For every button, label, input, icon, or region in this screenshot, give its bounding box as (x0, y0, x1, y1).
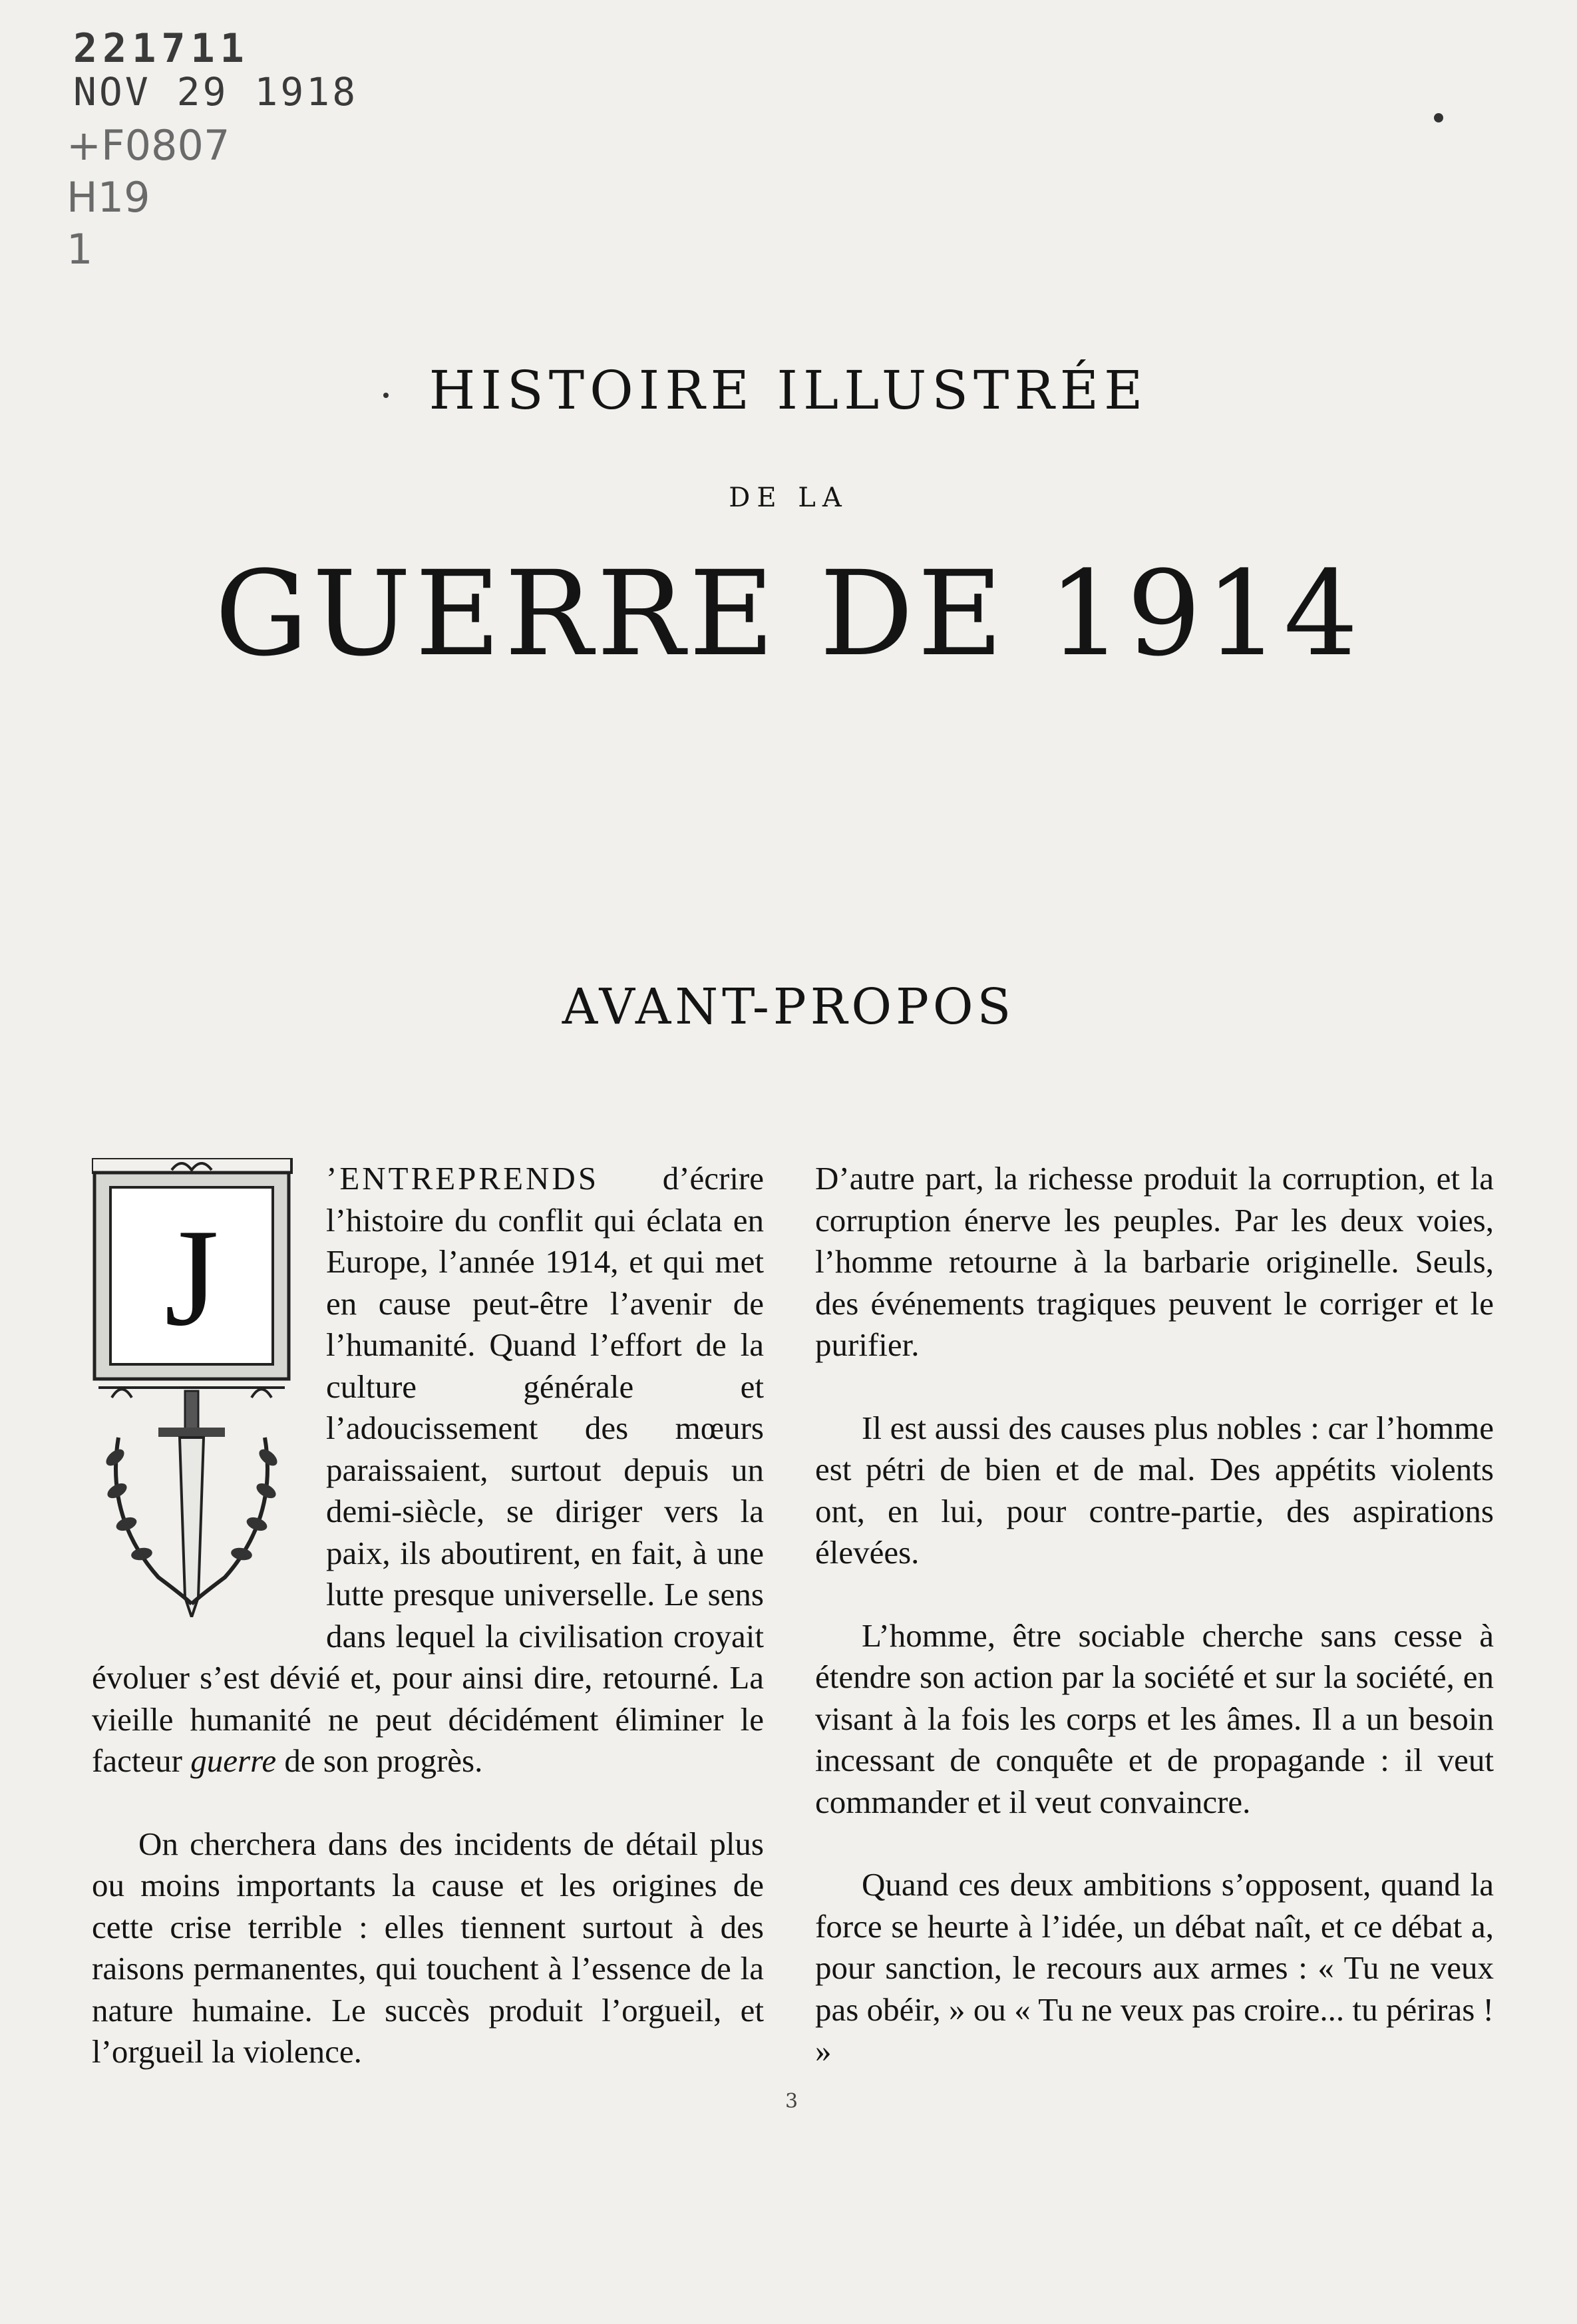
main-title: GUERRE DE 1914 (214, 546, 1363, 682)
paragraph-right-4: Quand ces deux ambitions s’opposent, quand la force se heurte à l’idée, un débat naît, et ce débat a, pour sanction, le recours aux armes : « Tu ne veux pas obéir, » ou « Tu ne veux pas croire... tu périras ! » (815, 1866, 1494, 2069)
right-column (815, 1158, 1494, 2072)
lead-word: ’ENTREPRENDS (326, 1160, 600, 1197)
emphasis-word: guerre (190, 1742, 277, 1779)
stamp-number: 221711 (73, 25, 250, 72)
title-line-1: HISTOIRE ILLUSTRÉE (429, 359, 1148, 421)
ink-speck (1434, 113, 1443, 122)
paragraph-text: d’écrire l’histoire du conflit qui éclata en Europe, l’année 1914, et qui met en cause peut-être l’avenir de l’humanité. Quand l’effort de la culture générale et l’adoucissement des mœurs paraissaient, surtout depuis un demi-siècle, se diriger vers la paix, ils aboutirent, en fait, à une lutte presque universelle. Le sens dans lequel la civilisation croyait évoluer s’est dévié et, pour ainsi dire, retourné. La vieille humanité ne peut décidément éliminer le facteur (92, 1160, 764, 1779)
handwritten-line-2: H19 (67, 173, 150, 222)
title-line-2: DE LA (729, 483, 848, 513)
paragraph-text-end: de son progrès. (276, 1742, 483, 1779)
handwritten-call-number (67, 120, 230, 276)
paragraph-right-1: D’autre part, la richesse produit la corruption, et la corruption énerve les peuples. Par les deux voies, l’homme retourne à la barbarie originelle. Seuls, des événements tragiques peuvent le corriger et le purifier. (815, 1160, 1494, 1363)
paragraph-right-2: Il est aussi des causes plus nobles : car l’homme est pétri de bien et de mal. Des appétits violents ont, en lui, pour contre-partie, des aspirations élevées. (815, 1409, 1494, 1571)
handwritten-line-3: 1 (67, 225, 93, 274)
left-column (92, 1158, 764, 2073)
paragraph-left-2: On cherchera dans des incidents de détail plus ou moins importants la cause et les origines de cette crise terrible : elles tiennent surtout à des raisons permanentes, qui touchent à l’essence de la nature humaine. Le succès produit l’orgueil, et l’orgueil la violence. (92, 1825, 764, 2070)
section-heading: AVANT-PROPOS (562, 978, 1015, 1036)
library-stamp (73, 25, 358, 114)
ornamental-drop-cap (92, 1158, 311, 1617)
handwritten-line-1: +F0807 (67, 121, 230, 170)
stamp-date: NOV 29 1918 (73, 69, 359, 114)
page-number: 3 (785, 2090, 798, 2113)
paragraph-right-3: L’homme, être sociable cherche sans cesse à étendre son action par la société et sur la société, en visant à la fois les corps et les âmes. Il a un besoin incessant de conquête et de propagande : il veut commander et il veut convaincre. (815, 1617, 1494, 1820)
drop-cap-letter: J (164, 1201, 219, 1355)
